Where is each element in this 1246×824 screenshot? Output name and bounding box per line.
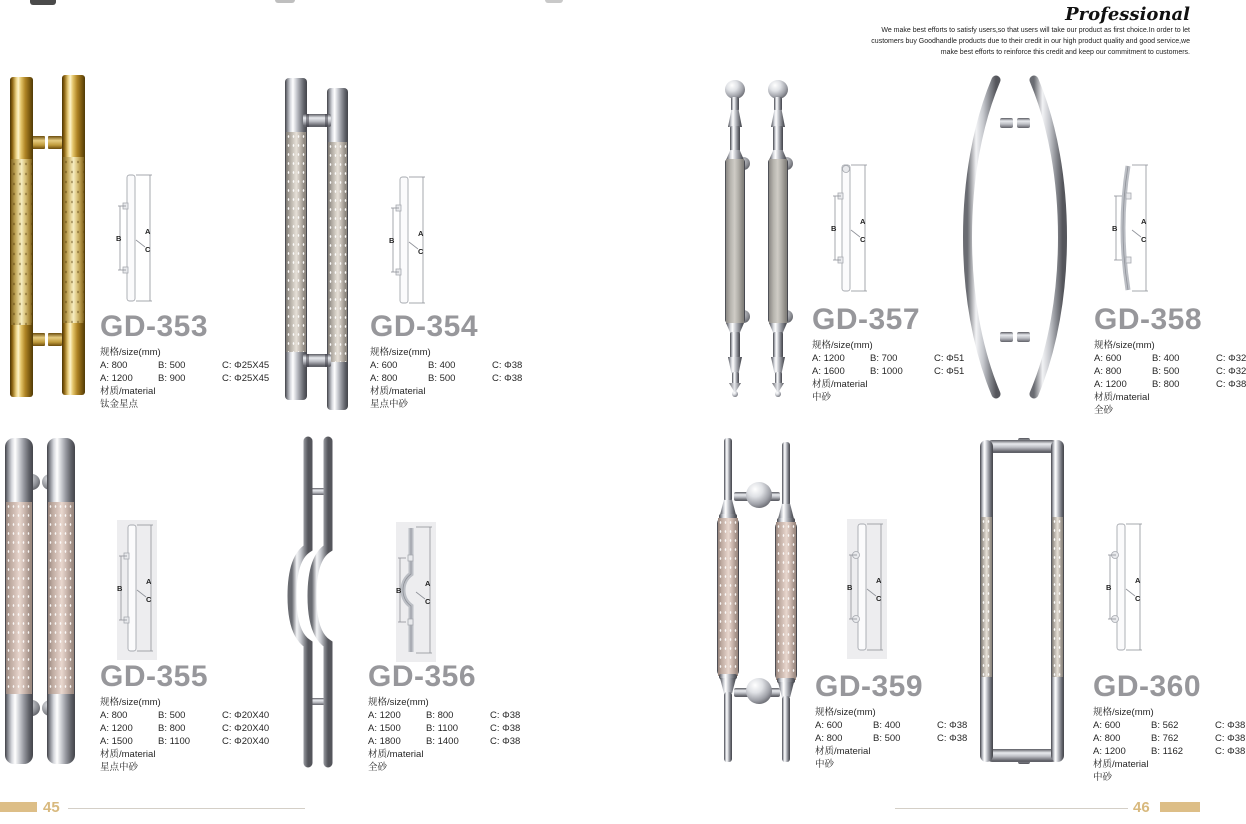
handle-mount-post [1017, 332, 1030, 342]
size-row [1094, 378, 1246, 391]
handle-bar [722, 80, 748, 400]
size-a: A: 1200 [1093, 746, 1126, 757]
size-a: A: 1200 [100, 373, 133, 384]
svg-text:B: B [1106, 583, 1112, 592]
svg-text:A: A [876, 576, 882, 585]
svg-text:A: A [1135, 576, 1141, 585]
product-photo-gd355 [5, 438, 83, 766]
size-row [1094, 352, 1246, 365]
product-code: GD-360 [1093, 670, 1202, 703]
handle-mount-post [31, 136, 45, 149]
handle-bar [10, 77, 33, 397]
svg-text:C: C [425, 597, 431, 606]
svg-text:C: C [146, 595, 152, 604]
size-a: A: 1800 [368, 736, 401, 747]
handle-mount-post [1000, 118, 1013, 128]
material-value: 星点中砂 [100, 762, 139, 773]
svg-text:B: B [117, 584, 123, 593]
material-value: 星点中砂 [370, 399, 409, 410]
size-b: B: 500 [158, 710, 186, 721]
product-photo-gd359 [716, 438, 798, 762]
product-photo-gd357 [722, 80, 794, 400]
size-b: B: 762 [1151, 733, 1179, 744]
handle-satin-band [11, 159, 32, 325]
size-a: A: 600 [1094, 353, 1122, 364]
handle-crossbar [303, 354, 331, 367]
size-b: B: 400 [428, 360, 456, 371]
size-label: 规格/size(mm) [100, 347, 161, 358]
tech-diagram-gd358 [1112, 160, 1152, 300]
size-a: A: 1200 [812, 353, 845, 364]
logo-remnant-icon [30, 0, 56, 5]
size-b: B: 400 [1152, 353, 1180, 364]
header-tagline: We make best efforts to satisfy users,so that users will take our product as first choice.In order to let customers buy Goodhandle products due to their credit in our high product quality and good service,we make best efforts to reinforce this credit and keep our commitment to customers. [871, 27, 1190, 56]
size-row [1093, 732, 1245, 745]
size-a: A: 1500 [368, 723, 401, 734]
size-label: 规格/size(mm) [370, 347, 431, 358]
size-label: 规格/size(mm) [368, 697, 429, 708]
product-info-gd354 [370, 312, 522, 411]
handle-flange-disc [746, 482, 772, 508]
size-c: C: Φ38 [490, 710, 521, 721]
material-label: 材质/material [815, 746, 871, 757]
size-row [370, 372, 522, 385]
tech-diagram-gd359 [847, 519, 887, 659]
size-c: C: Φ32 [1216, 353, 1246, 364]
product-code: GD-358 [1094, 303, 1203, 336]
svg-text:A: A [1141, 217, 1147, 226]
handle-bar [774, 442, 798, 762]
material-label: 材质/material [100, 749, 156, 760]
size-b: B: 700 [870, 353, 898, 364]
size-b: B: 1100 [158, 736, 191, 747]
svg-text:B: B [396, 586, 402, 595]
handle-bar [980, 440, 993, 762]
handle-satin-band [48, 502, 74, 694]
size-row [368, 709, 520, 722]
size-c: C: Φ38 [1215, 720, 1246, 731]
size-a: A: 1500 [100, 736, 133, 747]
handle-mount-post [48, 136, 62, 149]
size-b: B: 562 [1151, 720, 1179, 731]
size-b: B: 800 [1152, 379, 1180, 390]
product-code: GD-356 [368, 660, 477, 693]
product-code: GD-353 [100, 310, 209, 343]
size-label: 规格/size(mm) [1093, 707, 1154, 718]
material-label: 材质/material [368, 749, 424, 760]
size-c: C: Φ38 [1216, 379, 1246, 390]
handle-crossbar [303, 114, 331, 127]
size-a: A: 800 [1094, 366, 1122, 377]
size-b: B: 1100 [426, 723, 459, 734]
product-photo-gd360 [980, 440, 1064, 762]
page-number-right: 46 [1133, 799, 1150, 816]
material-value: 全砂 [368, 762, 388, 773]
size-b: B: 1400 [426, 736, 459, 747]
svg-text:A: A [860, 217, 866, 226]
svg-text:B: B [389, 236, 395, 245]
material-label: 材质/material [1093, 759, 1149, 770]
svg-text:C: C [145, 245, 151, 254]
material-label: 材质/material [1094, 392, 1150, 403]
size-c: C: Φ20X40 [222, 723, 270, 734]
size-b: B: 500 [873, 733, 901, 744]
footer-accent-bar-left [0, 802, 37, 812]
size-a: A: 1200 [100, 723, 133, 734]
size-c: C: Φ38 [1215, 746, 1246, 757]
svg-text:C: C [1135, 594, 1141, 603]
handle-mount-post [1017, 118, 1030, 128]
tech-diagram-gd354 [389, 172, 429, 312]
svg-text:A: A [146, 577, 152, 586]
page-number-left: 45 [43, 799, 60, 816]
tech-diagram-gd355 [117, 520, 157, 660]
size-a: A: 800 [100, 360, 128, 371]
product-info-gd359 [815, 672, 967, 771]
size-row [100, 722, 269, 735]
size-c: C: Φ20X40 [222, 710, 270, 721]
svg-text:C: C [1141, 235, 1147, 244]
svg-text:C: C [876, 594, 882, 603]
size-b: B: 800 [426, 710, 454, 721]
size-c: C: Φ25X45 [222, 373, 270, 384]
svg-text:B: B [1112, 224, 1118, 233]
size-row [370, 359, 522, 372]
size-row [1093, 745, 1245, 758]
svg-text:C: C [860, 235, 866, 244]
material-value: 中砂 [1093, 772, 1113, 783]
handle-satin-band [981, 517, 992, 677]
handle-mount-post [31, 333, 45, 346]
handle-bottom-tube [986, 749, 1058, 762]
size-b: B: 1000 [870, 366, 903, 377]
product-photo-gd354 [285, 78, 355, 412]
size-b: B: 800 [158, 723, 186, 734]
handle-mount-post [1000, 332, 1013, 342]
footer-rule-left [68, 808, 305, 809]
size-a: A: 800 [100, 710, 128, 721]
size-b: B: 500 [1152, 366, 1180, 377]
size-c: C: Φ38 [492, 360, 523, 371]
size-c: C: Φ51 [934, 353, 965, 364]
handle-satin-band [63, 157, 84, 323]
product-photo-gd356 [292, 438, 344, 766]
material-value: 中砂 [815, 759, 835, 770]
svg-text:A: A [418, 229, 424, 238]
product-code: GD-357 [812, 303, 921, 336]
handle-bar [1051, 440, 1064, 762]
handle-top-tube [986, 440, 1058, 453]
svg-text:B: B [847, 583, 853, 592]
size-row [815, 719, 967, 732]
product-info-gd360 [1093, 672, 1245, 784]
size-b: B: 500 [428, 373, 456, 384]
product-photo-gd358 [956, 74, 1074, 404]
size-row [1093, 719, 1245, 732]
handle-curved-bar [1034, 80, 1063, 394]
svg-text:B: B [116, 234, 122, 243]
size-row [812, 365, 964, 378]
handle-bar [765, 80, 791, 400]
size-label: 规格/size(mm) [812, 340, 873, 351]
size-row [100, 359, 269, 372]
logo-remnant-icon [275, 0, 295, 3]
size-a: A: 600 [1093, 720, 1121, 731]
svg-text:C: C [418, 247, 424, 256]
size-row [100, 372, 269, 385]
size-c: C: Φ38 [490, 736, 521, 747]
product-info-gd355 [100, 662, 269, 774]
size-b: B: 1162 [1151, 746, 1184, 757]
material-value: 全砂 [1094, 405, 1114, 416]
product-photo-gd353 [8, 75, 88, 401]
size-row [815, 732, 967, 745]
handle-curved-bar [292, 441, 308, 763]
handle-curved-bar [968, 80, 997, 394]
size-row [368, 722, 520, 735]
tech-diagram-gd360 [1106, 519, 1146, 659]
product-code: GD-354 [370, 310, 479, 343]
size-row [100, 709, 269, 722]
handle-satin-band [328, 142, 347, 362]
size-a: A: 800 [1093, 733, 1121, 744]
size-a: A: 1200 [368, 710, 401, 721]
size-label: 规格/size(mm) [100, 697, 161, 708]
svg-text:A: A [145, 227, 151, 236]
tech-diagram-gd357 [831, 160, 871, 300]
size-a: A: 800 [815, 733, 843, 744]
size-row [100, 735, 269, 748]
size-row [1094, 365, 1246, 378]
material-value: 中砂 [812, 392, 832, 403]
handle-satin-band [6, 502, 32, 694]
product-code: GD-355 [100, 660, 209, 693]
size-c: C: Φ20X40 [222, 736, 270, 747]
product-info-gd358 [1094, 305, 1246, 417]
handle-satin-band [286, 132, 306, 352]
handle-bar [47, 438, 75, 764]
handle-flange-disc [746, 678, 772, 704]
tech-diagram-gd356 [396, 522, 436, 662]
size-c: C: Φ38 [937, 720, 968, 731]
product-info-gd357 [812, 305, 964, 404]
size-c: C: Φ32 [1216, 366, 1246, 377]
size-c: C: Φ38 [1215, 733, 1246, 744]
header-title: Professional [1065, 4, 1190, 25]
footer-rule-right [895, 808, 1128, 809]
svg-text:A: A [425, 579, 431, 588]
size-a: A: 600 [370, 360, 398, 371]
material-value: 钛金星点 [100, 399, 139, 410]
svg-text:B: B [831, 224, 837, 233]
size-row [368, 735, 520, 748]
product-code: GD-359 [815, 670, 924, 703]
size-b: B: 400 [873, 720, 901, 731]
material-label: 材质/material [100, 386, 156, 397]
handle-bar [5, 438, 33, 764]
handle-mount-post [48, 333, 62, 346]
footer-accent-bar-right [1160, 802, 1200, 812]
logo-remnant-icon [545, 0, 563, 3]
size-b: B: 900 [158, 373, 186, 384]
size-label: 规格/size(mm) [815, 707, 876, 718]
material-label: 材质/material [812, 379, 868, 390]
size-a: A: 1600 [812, 366, 845, 377]
size-a: A: 600 [815, 720, 843, 731]
product-info-gd356 [368, 662, 520, 774]
tech-diagram-gd353 [116, 170, 156, 310]
size-a: A: 800 [370, 373, 398, 384]
handle-satin-band [1052, 517, 1063, 677]
size-b: B: 500 [158, 360, 186, 371]
handle-bar [716, 438, 740, 762]
size-row [812, 352, 964, 365]
size-c: C: Φ25X45 [222, 360, 270, 371]
handle-bar [62, 75, 85, 395]
size-c: C: Φ38 [490, 723, 521, 734]
size-a: A: 1200 [1094, 379, 1127, 390]
size-c: C: Φ38 [492, 373, 523, 384]
product-info-gd353 [100, 312, 269, 411]
material-label: 材质/material [370, 386, 426, 397]
size-c: C: Φ51 [934, 366, 965, 377]
size-c: C: Φ38 [937, 733, 968, 744]
size-label: 规格/size(mm) [1094, 340, 1155, 351]
